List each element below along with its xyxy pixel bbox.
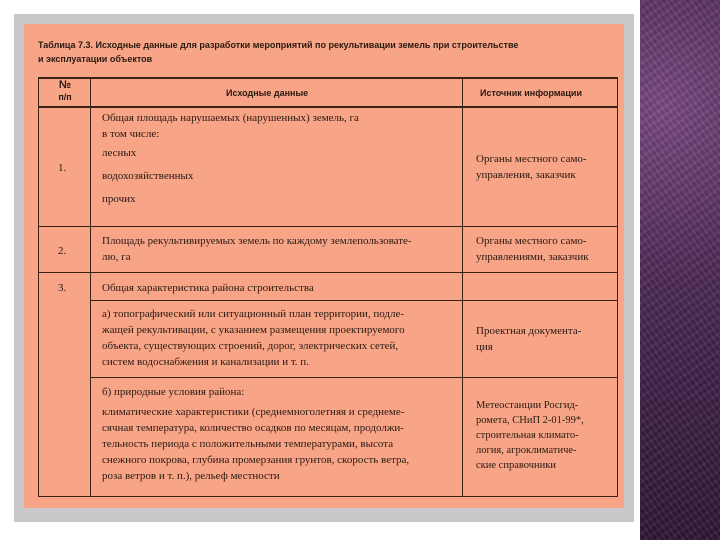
row2-source-line: управлениями, заказчик [476,251,589,263]
table-header-bottom [38,106,618,108]
row1-source [476,151,587,183]
row1-data-line: в том числе: [102,128,160,140]
row2-data [102,233,412,265]
row2-num: 2. [58,245,67,257]
row1-data-line: водохозяйственных [102,170,194,182]
row3b-data-line: тельность периода с положительными температурами, высота [102,438,394,450]
row3b-source-line: ромета, СНиП 2-01-99*, [476,415,584,426]
header-num-abbr: п/п [58,92,72,102]
row2-data-line: лю, га [102,251,131,263]
decorative-purple-panel [640,0,720,540]
row1-data-line: прочих [102,193,136,205]
caption-line-2: и эксплуатации объектов [38,54,153,64]
row3a-data-line: жащей рекультивации, с указанием размещения проектируемого [102,324,405,336]
row3a-source-line: ция [476,341,493,353]
row3b-data-line: снежного покрова, глубина промерзания грунтов, скорость ветра, [102,454,410,466]
row1-num: 1. [58,162,67,174]
row3a-data [102,306,405,370]
table-caption [38,38,598,66]
row3b-data-line: роза ветров и т. п.), рельеф местности [102,470,280,482]
row3b-source-line: Метеостанции Росгид- [476,400,579,411]
row3a-data-line: а) топографический или ситуационный план территории, подле- [102,308,405,320]
row3-sub-divider [90,300,618,301]
header-data: Исходные данные [226,88,309,98]
header-source: Источник информации [480,88,582,98]
row3a-data-line: объекта, существующих строений, дорог, электрических сетей, [102,340,399,352]
row3-data-line: Общая характеристика района строительства [102,282,314,294]
row3-data [102,280,314,296]
row3a-bottom [90,377,618,378]
row2-source [476,233,589,265]
row1-data [102,110,359,211]
row3b-source-line: логия, агроклиматиче- [476,445,577,456]
row3b-source-line: строительная климато- [476,430,579,441]
row3b-data-line: б) природные условия района: [102,386,245,398]
row3a-source [476,323,581,355]
row3-num: 3. [58,282,67,294]
caption-line-1: Таблица 7.3. Исходные данные для разработки мероприятий по рекультивации земель при строительстве [38,40,519,50]
row3b-data-line: сячная температура, количество осадков по месяцам, продолжи- [102,422,404,434]
row1-bottom [38,226,618,227]
row1-source-line: Органы местного само- [476,153,587,165]
table-col-divider-1 [90,77,91,497]
table-border-bottom [38,496,618,497]
row1-source-line: управления, заказчик [476,169,576,181]
row1-data-line: лесных [102,147,137,159]
header-num [54,79,76,103]
row1-data-line: Общая площадь нарушаемых (нарушенных) земель, га [102,112,359,124]
table-border-top [38,77,618,79]
row2-data-line: Площадь рекультивируемых земель по каждому землепользовате- [102,235,412,247]
table-border-right [617,77,618,497]
row2-bottom [38,272,618,273]
header-num-symbol: № [58,79,72,91]
row3a-data-line: систем водоснабжения и канализации и т. п. [102,356,309,368]
row2-source-line: Органы местного само- [476,235,587,247]
row3b-source [476,398,584,473]
row3b-source-line: ские справочники [476,460,556,471]
table-border-left [38,77,39,497]
row3b-data [102,384,409,484]
row3a-source-line: Проектная документа- [476,325,582,337]
row3b-data-line: климатические характеристики (среднемноголетняя и среднеме- [102,406,405,418]
table-col-divider-2 [462,77,463,497]
